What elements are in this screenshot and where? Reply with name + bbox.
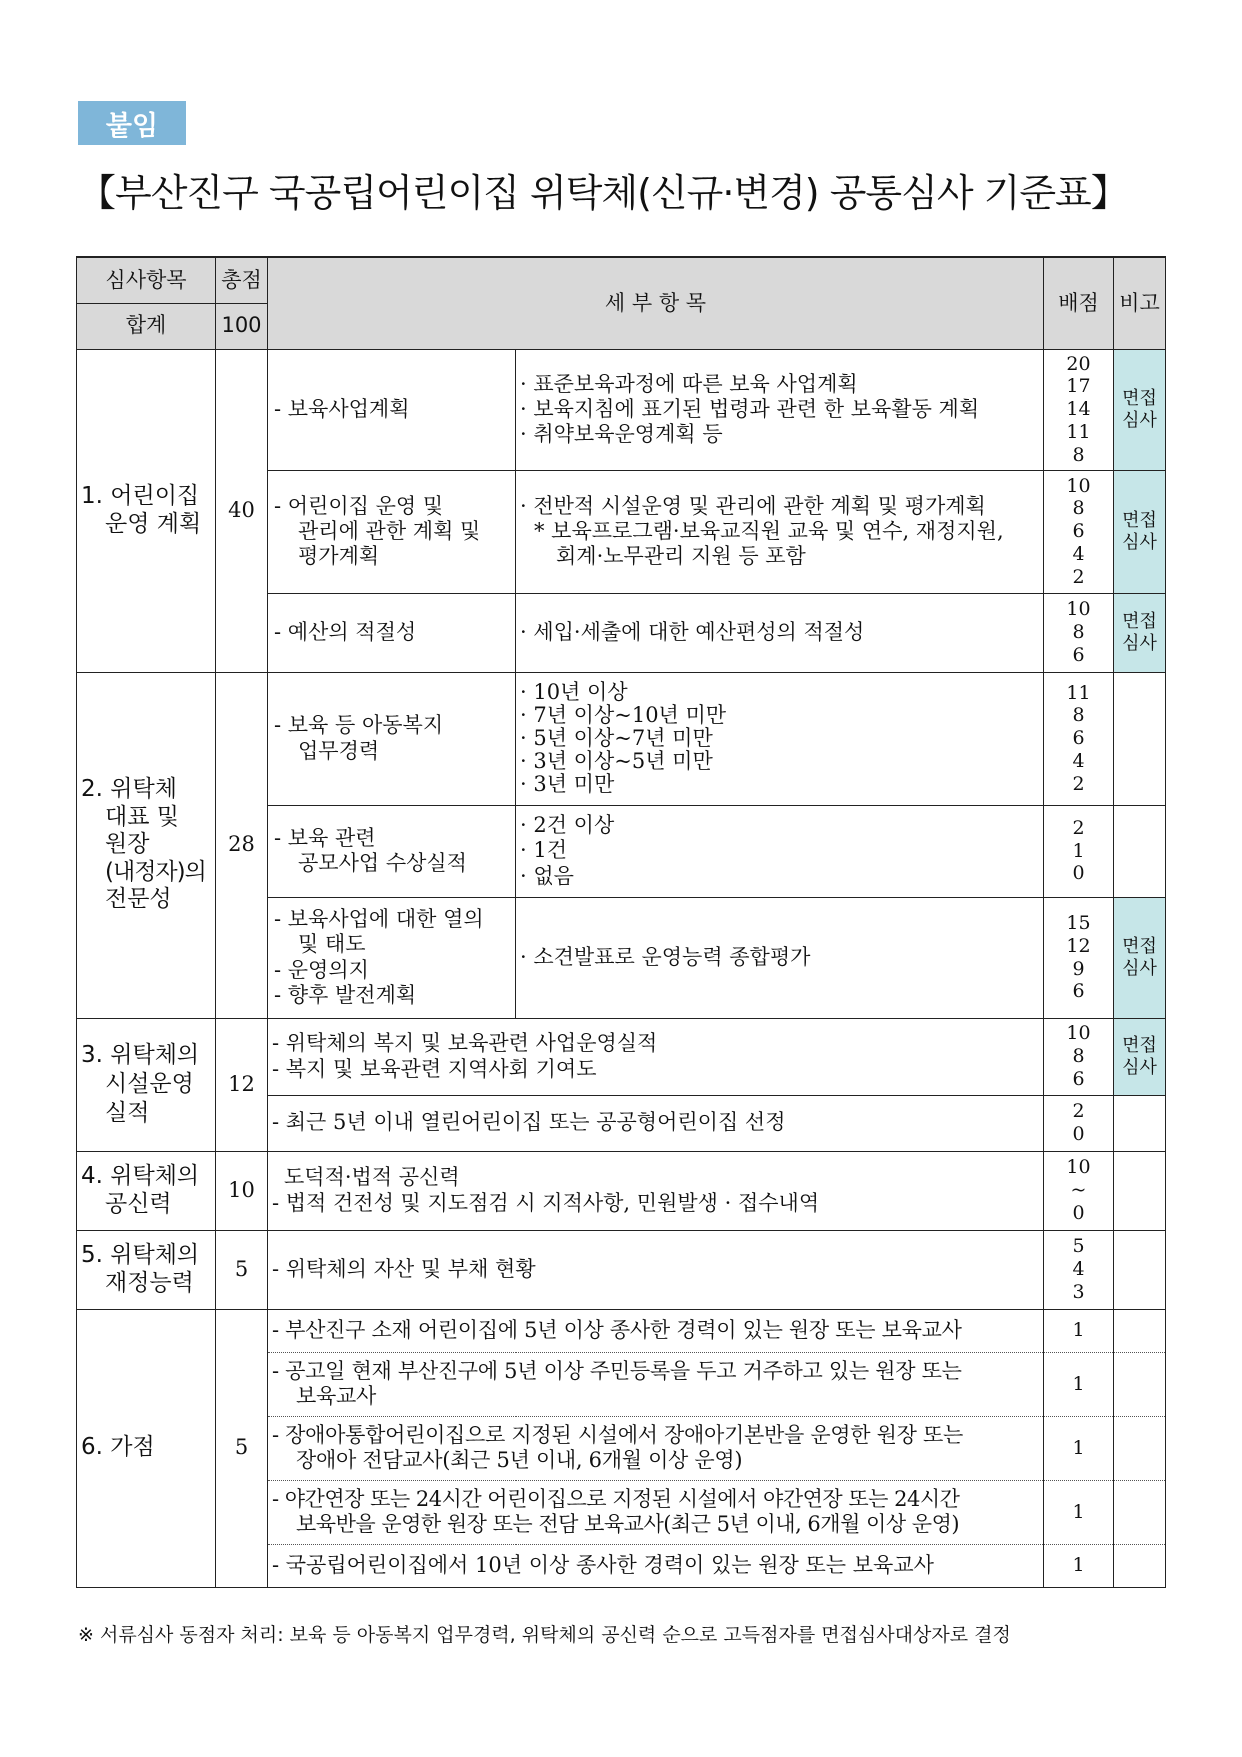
bonus-item: - 부산진구 소재 어린이집에 5년 이상 종사한 경력이 있는 원장 또는 보육교사 [268, 1309, 1044, 1352]
detail-cell: - 위탁체의 자산 및 부채 현황 [268, 1230, 1044, 1309]
points-cell: 1 [1044, 1544, 1114, 1587]
footnote: ※ 서류심사 동점자 처리: 보육 등 아동복지 업무경력, 위탁체의 공신력 순으로 고득점자를 면접심사대상자로 결정 [78, 1624, 1011, 1646]
detail-cell: - 최근 5년 이내 열린어린이집 또는 공공형어린이집 선정 [268, 1095, 1044, 1151]
table-row [77, 1018, 1166, 1095]
detail-cell: · 2건 이상 · 1건 · 없음 [516, 805, 1044, 897]
empty-note [1114, 1416, 1166, 1480]
header-row [77, 257, 1166, 303]
category-6-total: 5 [216, 1309, 268, 1587]
interview-note: 면접 심사 [1114, 1018, 1166, 1095]
document-title: 【부산진구 국공립어린이집 위탁체(신규·변경) 공통심사 기준표】 [78, 171, 1128, 215]
detail-cell: 도덕적·법적 공신력 - 법적 건전성 및 지도점검 시 지적사항, 민원발생 · 접수내역 [268, 1151, 1044, 1230]
detail-cell: - 위탁체의 복지 및 보육관련 사업운영실적 - 복지 및 보육관련 지역사회 기여도 [268, 1018, 1044, 1095]
points-cell: 1 [1044, 1309, 1114, 1352]
category-3-total: 12 [216, 1018, 268, 1151]
sum-label: 합계 [77, 303, 216, 349]
table-row [77, 1230, 1166, 1309]
sub-item: - 보육 관련 공모사업 수상실적 [268, 805, 516, 897]
empty-note [1114, 1095, 1166, 1151]
detail-cell: · 소견발표로 운영능력 종합평가 [516, 897, 1044, 1018]
table-row [77, 1309, 1166, 1352]
points-cell: 2 0 [1044, 1095, 1114, 1151]
empty-note [1114, 1151, 1166, 1230]
points-cell: 15 12 9 6 [1044, 897, 1114, 1018]
category-4: 4. 위탁체의 공신력 [77, 1151, 216, 1230]
points-cell: 10 8 6 4 2 [1044, 470, 1114, 593]
interview-note: 면접 심사 [1114, 470, 1166, 593]
points-cell: 1 [1044, 1352, 1114, 1416]
empty-note [1114, 1544, 1166, 1587]
points-cell: 10 8 6 [1044, 1018, 1114, 1095]
empty-note [1114, 1309, 1166, 1352]
detail-cell: · 표준보육과정에 따른 보육 사업계획 · 보육지침에 표기된 법령과 관련 한 보육활동 계획 · 취약보육운영계획 등 [516, 349, 1044, 470]
bonus-item: - 국공립어린이집에서 10년 이상 종사한 경력이 있는 원장 또는 보육교사 [268, 1544, 1044, 1587]
sub-item: - 예산의 적절성 [268, 593, 516, 672]
sum-value: 100 [216, 303, 268, 349]
col-detail-header: 세 부 항 목 [268, 257, 1044, 349]
category-1: 1. 어린이집 운영 계획 [77, 349, 216, 672]
sub-item: - 보육 등 아동복지 업무경력 [268, 672, 516, 805]
category-1-total: 40 [216, 349, 268, 672]
interview-note: 면접 심사 [1114, 897, 1166, 1018]
category-5: 5. 위탁체의 재정능력 [77, 1230, 216, 1309]
points-cell: 5 4 3 [1044, 1230, 1114, 1309]
empty-note [1114, 1480, 1166, 1544]
category-4-total: 10 [216, 1151, 268, 1230]
table-row [77, 1151, 1166, 1230]
detail-cell: · 전반적 시설운영 및 관리에 관한 계획 및 평가계획 * 보육프로그램·보육교직원 교육 및 연수, 재정지원, 회계·노무관리 지원 등 포함 [516, 470, 1044, 593]
category-2-total: 28 [216, 672, 268, 1018]
bonus-item: - 야간연장 또는 24시간 어린이집으로 지정된 시설에서 야간연장 또는 24시간 보육반을 운영한 원장 또는 전담 보육교사(최근 5년 이내, 6개월 이상 운영) [268, 1480, 1044, 1544]
table-row [77, 349, 1166, 470]
category-3: 3. 위탁체의 시설운영 실적 [77, 1018, 216, 1151]
detail-cell: · 10년 이상 · 7년 이상~10년 미만 · 5년 이상~7년 미만 · 3년 이상~5년 미만 · 3년 미만 [516, 672, 1044, 805]
points-cell: 1 [1044, 1416, 1114, 1480]
empty-note [1114, 672, 1166, 805]
category-2: 2. 위탁체 대표 및 원장 (내정자)의 전문성 [77, 672, 216, 1018]
points-cell: 1 [1044, 1480, 1114, 1544]
table-row [77, 672, 1166, 805]
col-total-header: 총점 [216, 257, 268, 303]
category-5-total: 5 [216, 1230, 268, 1309]
col-points-header: 배점 [1044, 257, 1114, 349]
sub-item: - 어린이집 운영 및 관리에 관한 계획 및 평가계획 [268, 470, 516, 593]
category-6: 6. 가점 [77, 1309, 216, 1587]
col-item-header: 심사항목 [77, 257, 216, 303]
points-cell: 11 8 6 4 2 [1044, 672, 1114, 805]
sub-item: - 보육사업계획 [268, 349, 516, 470]
attachment-badge: 붙임 [78, 101, 186, 145]
bonus-item: - 장애아통합어린이집으로 지정된 시설에서 장애아기본반을 운영한 원장 또는 장애아 전담교사(최근 5년 이내, 6개월 이상 운영) [268, 1416, 1044, 1480]
interview-note: 면접 심사 [1114, 349, 1166, 470]
sub-item: - 보육사업에 대한 열의 및 태도 - 운영의지 - 향후 발전계획 [268, 897, 516, 1018]
col-note-header: 비고 [1114, 257, 1166, 349]
points-cell: 2 1 0 [1044, 805, 1114, 897]
points-cell: 10 ~ 0 [1044, 1151, 1114, 1230]
points-cell: 20 17 14 11 8 [1044, 349, 1114, 470]
points-cell: 10 8 6 [1044, 593, 1114, 672]
detail-cell: · 세입·세출에 대한 예산편성의 적절성 [516, 593, 1044, 672]
empty-note [1114, 805, 1166, 897]
criteria-table [76, 256, 1166, 1588]
empty-note [1114, 1230, 1166, 1309]
empty-note [1114, 1352, 1166, 1416]
interview-note: 면접 심사 [1114, 593, 1166, 672]
bonus-item: - 공고일 현재 부산진구에 5년 이상 주민등록을 두고 거주하고 있는 원장 또는 보육교사 [268, 1352, 1044, 1416]
